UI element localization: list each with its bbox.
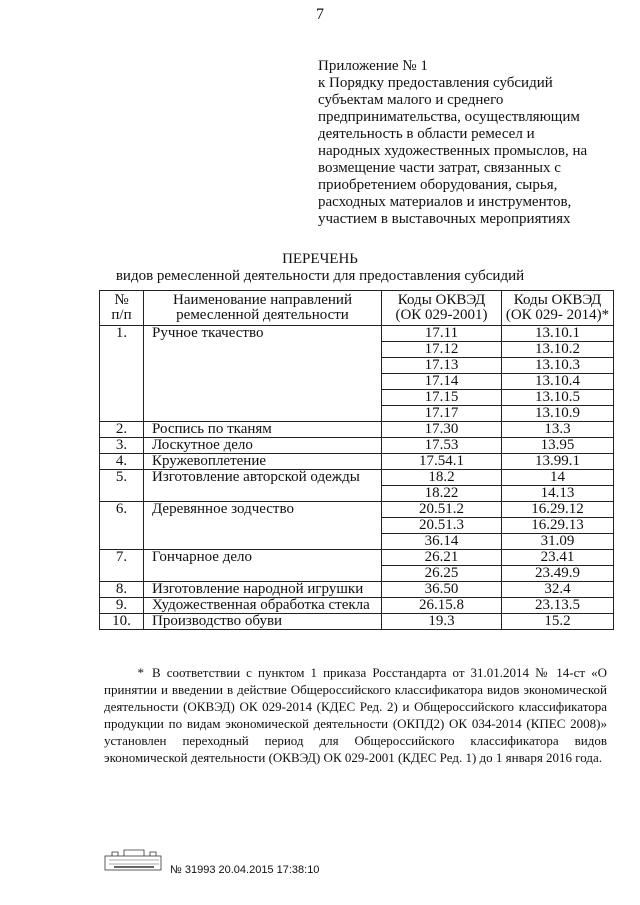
appendix-line: участием в выставочных мероприятиях	[318, 211, 571, 227]
header-num	[100, 291, 144, 326]
appendix-line: к Порядку предоставления субсидий	[318, 75, 553, 91]
okved-2014-code: 16.29.12	[502, 502, 614, 518]
table-row	[100, 550, 614, 566]
okved-2014-code: 13.3	[502, 422, 614, 438]
header-okved-2014-line: (ОК 029- 2014)*	[505, 307, 610, 323]
okved-2001-code: 17.30	[382, 422, 502, 438]
page-number: 7	[316, 6, 324, 23]
craft-name: Деревянное зодчество	[144, 502, 382, 550]
craft-name: Лоскутное дело	[144, 438, 382, 454]
okved-2001-code: 19.3	[382, 614, 502, 630]
header-okved-2014-line: Коды ОКВЭД	[513, 292, 602, 308]
okved-2001-code: 17.53	[382, 438, 502, 454]
okved-2001-code: 36.50	[382, 582, 502, 598]
craft-name: Гончарное дело	[144, 550, 382, 582]
list-title: ПЕРЕЧЕНЬ	[282, 251, 358, 267]
okved-2014-code: 16.29.13	[502, 518, 614, 534]
appendix-line: субъектам малого и среднего	[318, 92, 504, 108]
registry-stamp-icon	[104, 848, 164, 872]
table-row	[100, 438, 614, 454]
crafts-table	[99, 290, 614, 630]
row-number: 1.	[100, 326, 144, 422]
craft-name: Кружевоплетение	[144, 454, 382, 470]
craft-name: Изготовление народной игрушки	[144, 582, 382, 598]
row-number: 9.	[100, 598, 144, 614]
okved-2001-code: 20.51.3	[382, 518, 502, 534]
row-number: 4.	[100, 454, 144, 470]
appendix-line: деятельность в области ремесел и	[318, 126, 535, 142]
header-name-line: Наименование направлений	[173, 292, 352, 308]
row-number: 3.	[100, 438, 144, 454]
footnote	[104, 664, 607, 766]
okved-2001-code: 17.17	[382, 406, 502, 422]
row-number: 6.	[100, 502, 144, 550]
appendix-line: возмещение части затрат, связанных с	[318, 160, 561, 176]
okved-2001-code: 18.22	[382, 486, 502, 502]
okved-2001-code: 26.15.8	[382, 598, 502, 614]
okved-2014-code: 13.95	[502, 438, 614, 454]
okved-2001-code: 17.12	[382, 342, 502, 358]
okved-2014-code: 14	[502, 470, 614, 486]
header-okved-2014	[502, 291, 614, 326]
okved-2001-code: 17.11	[382, 326, 502, 342]
row-number: 8.	[100, 582, 144, 598]
table-row	[100, 598, 614, 614]
header-num-line: п/п	[111, 307, 132, 323]
okved-2014-code: 13.10.3	[502, 358, 614, 374]
okved-2001-code: 17.15	[382, 390, 502, 406]
craft-name: Роспись по тканям	[144, 422, 382, 438]
okved-2014-code: 13.10.1	[502, 326, 614, 342]
table-row	[100, 326, 614, 342]
table-body	[100, 326, 614, 630]
craft-name: Ручное ткачество	[144, 326, 382, 422]
okved-2001-code: 17.13	[382, 358, 502, 374]
okved-2001-code: 18.2	[382, 470, 502, 486]
row-number: 5.	[100, 470, 144, 502]
footnote-mark: *	[137, 665, 144, 680]
okved-2014-code: 13.10.9	[502, 406, 614, 422]
okved-2014-code: 31.09	[502, 534, 614, 550]
okved-2001-code: 17.14	[382, 374, 502, 390]
appendix-line: Приложение № 1	[318, 58, 428, 74]
list-subtitle: видов ремесленной деятельности для предоставления субсидий	[115, 268, 525, 284]
table-row	[100, 454, 614, 470]
registration-number: № 31993 20.04.2015 17:38:10	[170, 864, 320, 876]
okved-2001-code: 36.14	[382, 534, 502, 550]
okved-2014-code: 15.2	[502, 614, 614, 630]
okved-2001-code: 17.54.1	[382, 454, 502, 470]
appendix-line: приобретением оборудования, сырья,	[318, 177, 558, 193]
appendix-line: народных художественных промыслов, на	[318, 143, 588, 159]
table-row	[100, 582, 614, 598]
table-row	[100, 502, 614, 518]
okved-2014-code: 23.41	[502, 550, 614, 566]
craft-name: Художественная обработка стекла	[144, 598, 382, 614]
row-number: 2.	[100, 422, 144, 438]
okved-2001-code: 26.21	[382, 550, 502, 566]
table-row	[100, 614, 614, 630]
header-name-line: ремесленной деятельности	[176, 307, 349, 323]
craft-name: Производство обуви	[144, 614, 382, 630]
row-number: 7.	[100, 550, 144, 582]
appendix-header	[318, 58, 618, 228]
okved-2014-code: 23.13.5	[502, 598, 614, 614]
header-num-line: №	[114, 292, 129, 308]
header-okved-2001-line: Коды ОКВЭД	[397, 292, 486, 308]
craft-name: Изготовление авторской одежды	[144, 470, 382, 502]
okved-2014-code: 23.49.9	[502, 566, 614, 582]
okved-2014-code: 13.10.5	[502, 390, 614, 406]
appendix-line: предпринимательства, осуществляющим	[318, 109, 580, 125]
header-okved-2001-line: (ОК 029-2001)	[395, 307, 488, 323]
header-okved-2001	[382, 291, 502, 326]
appendix-line: расходных материалов и инструментов,	[318, 194, 572, 210]
table-row	[100, 470, 614, 486]
row-number: 10.	[100, 614, 144, 630]
okved-2014-code: 32.4	[502, 582, 614, 598]
okved-2014-code: 13.10.2	[502, 342, 614, 358]
header-name	[144, 291, 382, 326]
okved-2001-code: 20.51.2	[382, 502, 502, 518]
okved-2001-code: 26.25	[382, 566, 502, 582]
okved-2014-code: 13.10.4	[502, 374, 614, 390]
okved-2014-code: 14.13	[502, 486, 614, 502]
footnote-text: В соответствии с пунктом 1 приказа Росстандарта от 31.01.2014 № 14-ст «О принятии и введении в действие Общероссийского классификатора видов экономической деятельности (ОКВЭД) ОК 029-2014 (КДЕС Ред. 2) и Общероссийского классификатора продукции по видам экономической деятельности (ОКПД2) ОК 034-2014 (КПЕС 2008)» установлен переходный период для Общероссийского классификатора видов экономической деятельности (ОКВЭД) ОК 029-2001 (КДЕС Ред. 1) до 1 января 2016 года.	[104, 665, 607, 765]
okved-2014-code: 13.99.1	[502, 454, 614, 470]
table-row	[100, 422, 614, 438]
table-header-row	[100, 291, 614, 326]
